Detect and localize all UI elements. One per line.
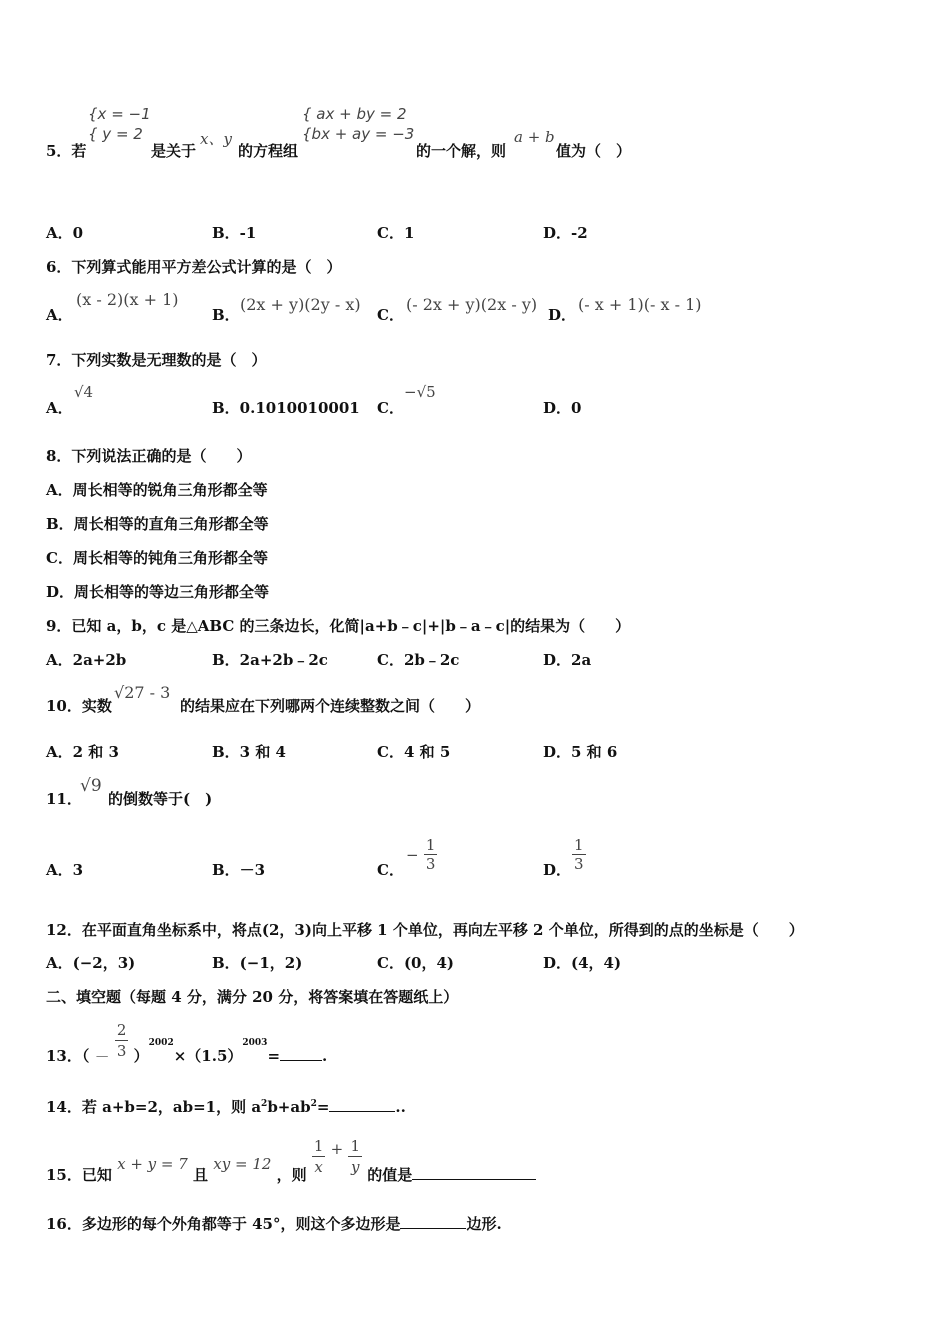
q11-option-b: B．－3	[212, 861, 266, 879]
q5-option-d: D．-2	[543, 224, 588, 242]
q12-option-b: B．(−1，2)	[212, 954, 303, 972]
section-2-heading: 二、填空题（每题 4 分，满分 20 分，将答案填在答题纸上）	[46, 988, 459, 1006]
q11-expr: √9	[80, 776, 102, 796]
q5-solution-system: {x = −1 { y = 2	[88, 105, 151, 143]
q5-stem	[46, 140, 86, 161]
q11-option-d-label: D．	[543, 861, 572, 879]
q9-option-d: D．2a	[543, 651, 592, 669]
q10-option-a: A．2 和 3	[46, 743, 119, 761]
q6-stem: 6．下列算式能用平方差公式计算的是（ ）	[46, 258, 342, 276]
q10-tail: 的结果应在下列哪两个连续整数之间（ ）	[180, 697, 481, 715]
q5-text-1: 是关于	[151, 142, 197, 160]
q12-option-c: C．(0，4)	[377, 954, 455, 972]
fraction-one-third: $\frac{1}{3}$	[425, 836, 436, 873]
q5-text-4: 值为（ ）	[556, 142, 632, 160]
q8-option-a: A．周长相等的锐角三角形都全等	[46, 481, 268, 499]
q8-option-d: D．周长相等的等边三角形都全等	[46, 583, 270, 601]
q8-option-b: B．周长相等的直角三角形都全等	[46, 515, 269, 533]
q9-option-c: C．2b﹣2c	[377, 651, 460, 669]
q13-stem: 13．（ － $\frac{2}{3}$ ）2002×（1.5）2003= .	[46, 1021, 328, 1066]
q6-option-a-label: A．	[46, 306, 73, 324]
q5-option-b: B．-1	[212, 224, 257, 242]
q8-stem: 8．下列说法正确的是（ ）	[46, 447, 252, 465]
q7-option-c-expr: −√5	[404, 383, 436, 401]
q5-text-3: 的一个解，则	[416, 142, 507, 160]
q9-option-b: B．2a+2b﹣2c	[212, 651, 328, 669]
q9-stem: 9．已知 a，b，c 是△ABC 的三条边长，化简|a+b﹣c|+|b﹣a﹣c|的结果为（ ）	[46, 617, 631, 635]
q16-stem: 16．多边形的每个外角都等于 45°，则这个多边形是 边形.	[46, 1215, 502, 1233]
q10-option-c: C．4 和 5	[377, 743, 451, 761]
q7-option-d: D．0	[543, 399, 582, 417]
fraction-one-over-x: $\frac{1}{x}$	[313, 1137, 324, 1176]
q8-option-c: C．周长相等的钝角三角形都全等	[46, 549, 268, 567]
q14-stem: 14．若 a+b=2，ab=1，则 $a^2b+ab^2=$ ..	[46, 1098, 406, 1116]
q6-option-b-expr: (2x + y)(2y - x)	[240, 295, 361, 314]
q10-option-b: B．3 和 4	[212, 743, 286, 761]
q12-option-a: A．(−2，3)	[46, 954, 136, 972]
q11-option-d-fraction	[572, 836, 586, 873]
q7-stem: 7．下列实数是无理数的是（ ）	[46, 351, 267, 369]
q5-number: 5．若	[46, 142, 87, 160]
q11-option-c-label: C．	[377, 861, 404, 879]
q12-stem: 12．在平面直角坐标系中，将点(2，3)向上平移 1 个单位，再向左平移 2 个单位，所得到的点的坐标是（ ）	[46, 921, 804, 939]
q5-variables: x、y	[200, 130, 232, 148]
q11-option-c-fraction	[406, 836, 437, 873]
q6-option-c-label: C．	[377, 306, 404, 324]
q6-option-b-label: B．	[212, 306, 240, 324]
answer-blank[interactable]	[412, 1179, 536, 1180]
answer-blank[interactable]	[280, 1060, 322, 1061]
q5-option-a: A．0	[46, 224, 84, 242]
q11-tail: 的倒数等于( )	[108, 790, 213, 808]
fraction-one-over-y: $\frac{1}{y}$	[350, 1137, 361, 1176]
fraction-one-third: $\frac{1}{3}$	[574, 836, 584, 873]
q10-option-d: D．5 和 6	[543, 743, 618, 761]
q11-number: 11．	[46, 790, 82, 808]
q6-option-c-expr: (- 2x + y)(2x - y)	[406, 295, 538, 314]
q7-option-b: B．0.1010010001	[212, 399, 360, 417]
q5-equation-system: { ax + by = 2 {bx + ay = −3	[302, 105, 415, 143]
q6-option-d-expr: (- x + 1)(- x - 1)	[578, 295, 702, 314]
answer-blank[interactable]	[329, 1111, 395, 1112]
q9-option-a: A．2a+2b	[46, 651, 127, 669]
q5-option-c: C．1	[377, 224, 415, 242]
q6-option-a-expr: (x - 2)(x + 1)	[76, 290, 179, 309]
q12-option-d: D．(4，4)	[543, 954, 622, 972]
q5-text-2: 的方程组	[238, 142, 299, 160]
q7-option-a-label: A．	[46, 399, 73, 417]
q7-option-a-expr: √4	[74, 383, 94, 401]
answer-blank[interactable]	[400, 1228, 466, 1229]
q15-stem: 15．已知 x + y = 7 且 xy = 12 ，则 $\frac{1}{x}$ + $\frac{1}{y}$ 的值是	[46, 1128, 536, 1169]
q10-expr: √27 - 3	[114, 683, 171, 702]
q10-number: 10．实数	[46, 697, 112, 715]
fraction-two-thirds: $\frac{2}{3}$	[116, 1021, 127, 1060]
minus-sign: −	[406, 845, 419, 864]
q7-option-c-label: C．	[377, 399, 404, 417]
q11-option-a: A．3	[46, 861, 84, 879]
q6-option-d-label: D．	[548, 306, 577, 324]
q5-expression: a + b	[514, 128, 555, 146]
